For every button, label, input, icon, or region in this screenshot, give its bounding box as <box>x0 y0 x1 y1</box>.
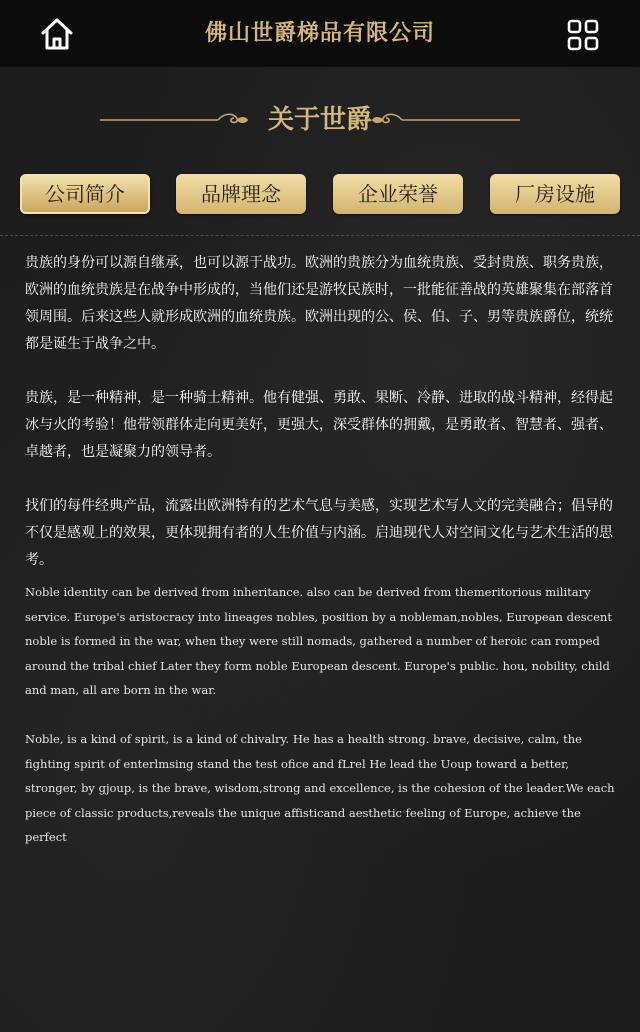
tab-facilities[interactable]: 厂房设施 <box>490 174 620 214</box>
tab-honors[interactable]: 企业荣誉 <box>333 174 463 214</box>
right-ornament-icon <box>370 107 520 131</box>
cn-paragraph: 找们的每件经典产品，流露出欧洲特有的艺术气息与美感，实现艺术写人文的完美融合；倡导的不仅是感观上的效果，更体现拥有者的人生价值与内涵。启迪现代人对空间文化与艺术生活的思考。 <box>25 498 613 568</box>
dashed-divider <box>0 235 640 236</box>
english-text <box>25 580 617 850</box>
tab-company-profile[interactable]: 公司简介 <box>20 174 150 214</box>
menu-button[interactable] <box>566 18 600 52</box>
en-paragraph: Noble, is a kind of spirit, is a kind of chivalry. He has a health strong. brave, decisive, calm, the fighting spirit of enterlmsing stand the test ofice and fLrel He lead the Uoup toward a better, stronger, by gjoup, is the brave, wisdom,strong and excellence, is the cohesion of the leader.We each piece of classic products,reveals the unique affisticand aesthetic feeling of Europe, achieve the perfect <box>25 731 615 845</box>
grid-menu-icon <box>566 18 600 52</box>
section-title: 关于世爵 <box>267 105 372 135</box>
article-content <box>25 250 617 850</box>
tab-brand-concept[interactable]: 品牌理念 <box>176 174 306 214</box>
top-header <box>0 0 640 67</box>
cn-paragraph: 贵族的身份可以源自继承，也可以源于战功。欧洲的贵族分为血统贵族、受封贵族、职务贵族，欧洲的血统贵族是在战争中形成的，当他们还是游牧民族时，一批能征善战的英雄聚集在部落首领周围。后来这些人就形成欧洲的血统贵族。欧洲出现的公、侯、伯、子、男等贵族爵位，统统都是诞生于战争之中。 <box>25 255 613 352</box>
cn-paragraph: 贵族，是一种精神，是一种骑士精神。他有健强、勇敢、果断、冷静、进取的战斗精神，经得起冰与火的考验！他带领群体走向更美好，更强大，深受群体的拥戴，是勇敢者、智慧者、强者、卓越者，也是凝聚力的领导者。 <box>25 390 613 460</box>
tab-bar <box>20 174 622 216</box>
en-paragraph: Noble identity can be derived from inheritance. also can be derived from themeritorious military service. Europe's aristocracy into lineages nobles, position by a nobleman,nobles, European descent noble is formed in the war, when they were still nomads, gathered a number of heroic can romped around the tribal chief Later they form noble European descent. Europe's public. hou, nobility, child and man, all are born in the war. <box>25 585 612 698</box>
section-heading <box>0 95 640 145</box>
site-title: 佛山世爵梯品有限公司 <box>204 20 435 46</box>
